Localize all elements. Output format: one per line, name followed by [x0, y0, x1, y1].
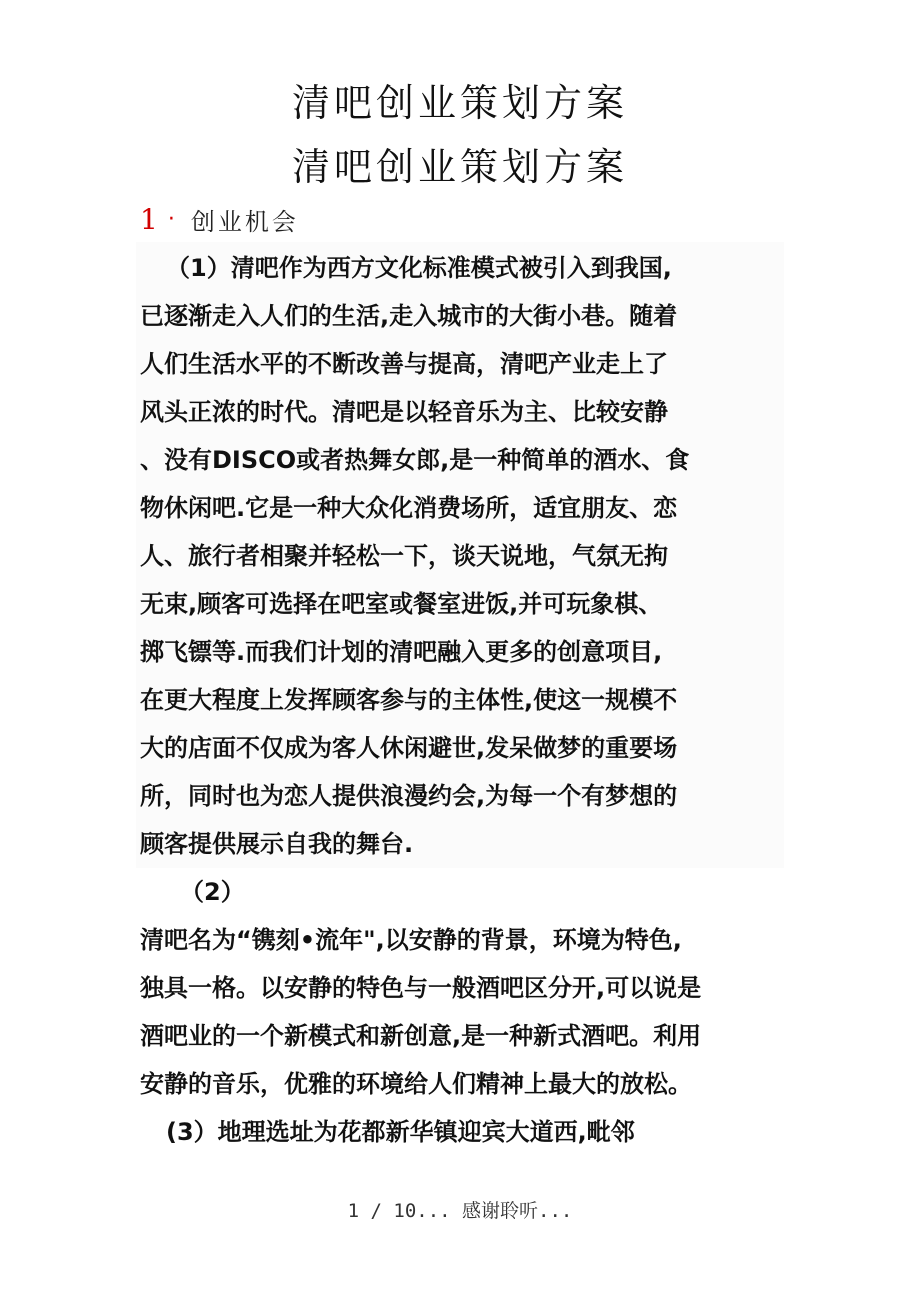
section-heading [140, 200, 299, 238]
section-number: 1 [140, 202, 158, 236]
paragraph-1-line: 人、旅行者相聚并轻松一下，谈天说地，气氛无拘 [140, 542, 668, 570]
paragraph-2-line: 清吧名为“镌刻•流年",以安静的背景，环境为特色, [140, 926, 682, 954]
paragraph-1-line: 掷飞镖等.而我们计划的清吧融入更多的创意项目, [140, 638, 663, 666]
paragraph-2-line: 独具一格。以安静的特色与一般酒吧区分开,可以说是 [140, 974, 702, 1002]
paragraph-3-line: (3）地理选址为花都新华镇迎宾大道西,毗邻 [166, 1118, 635, 1146]
paragraph-1-line: 风头正浓的时代。清吧是以轻音乐为主、比较安静 [140, 398, 668, 426]
section-label: 创业机会 [190, 207, 299, 236]
paragraph-1-line: 在更大程度上发挥顾客参与的主体性,使这一规模不 [140, 686, 678, 714]
paragraph-1-line: 已逐渐走入人们的生活,走入城市的大街小巷。随着 [140, 302, 678, 330]
section-bullet-dot: · [167, 206, 175, 232]
paragraph-2-line: 安静的音乐，优雅的环境给人们精神上最大的放松。 [140, 1070, 692, 1098]
paragraph-2-marker: （2） [180, 878, 245, 906]
paragraph-2-line: 酒吧业的一个新模式和新创意,是一种新式酒吧。利用 [140, 1022, 702, 1050]
document-title-repeat: 清吧创业策划方案 [291, 145, 628, 189]
paragraph-1-line: 大的店面不仅成为客人休闲避世,发呆做梦的重要场 [140, 734, 678, 762]
paragraph-1-line: 物休闲吧.它是一种大众化消费场所，适宜朋友、恋 [140, 494, 678, 522]
page-footer: 1 / 10... 感谢聆听... [347, 1200, 573, 1222]
paragraph-1-line: 顾客提供展示自我的舞台. [140, 830, 414, 858]
paragraph-1-line: 、没有DISCO或者热舞女郎,是一种简单的酒水、食 [140, 446, 690, 474]
paragraph-1-line: （1）清吧作为西方文化标准模式被引入到我国, [166, 254, 672, 282]
document-title: 清吧创业策划方案 [291, 81, 628, 125]
paragraph-1-line: 所，同时也为恋人提供浪漫约会,为每一个有梦想的 [140, 782, 678, 810]
paragraph-1-line: 人们生活水平的不断改善与提高，清吧产业走上了 [140, 350, 668, 378]
paragraph-1-line: 无束,顾客可选择在吧室或餐室进饭,并可玩象棋、 [140, 590, 663, 618]
